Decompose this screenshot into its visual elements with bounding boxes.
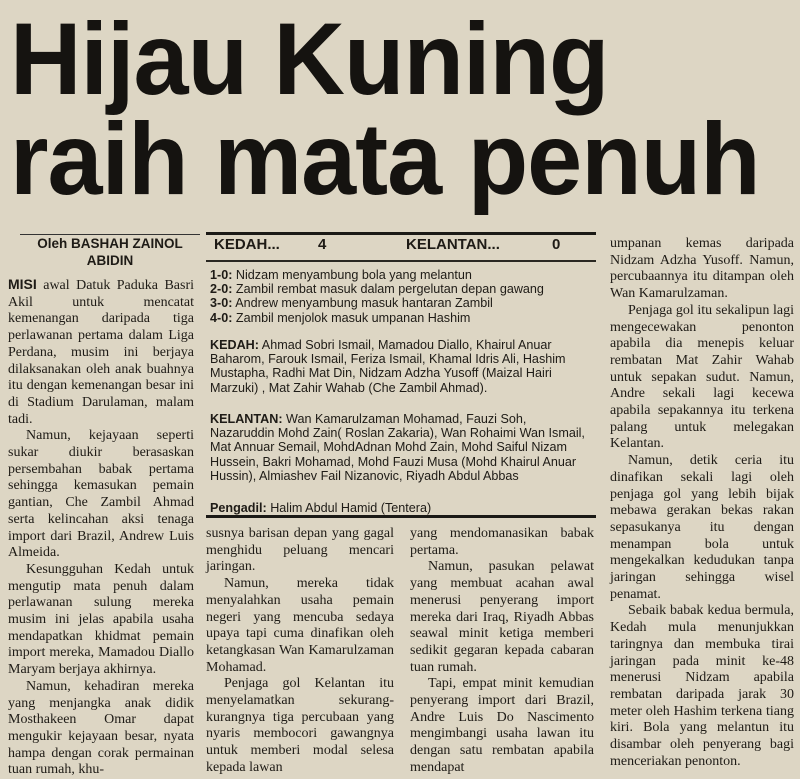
byline-line-1: Oleh BASHAH ZAINOL [37, 236, 183, 251]
paragraph: umpanan kemas daripada Nidzam Adzha Yusoff. Namun, percubaannya itu ditampan oleh Wan Kamarulzaman. [610, 236, 794, 302]
kelantan-lineup [210, 412, 592, 483]
headline-line-2: raih mata penuh [10, 102, 760, 216]
home-team: KEDAH... [214, 236, 280, 253]
lead-word: MISI [8, 276, 37, 292]
paragraph: Namun, detik ceria itu dinafikan sekali lagi oleh penjaga gol yang lebih bijak mebawa gerakan bekas rakan sepasukanya itu dengan menampan bola untuk mengekalkan kedudukan tanpa jaringan sehingga wisel penamat. [610, 453, 794, 602]
paragraph: Namun, mereka tidak menyalahkan usaha pemain negeri yang mencuba sedaya upaya tapi cuma dinafikan oleh ketangkasan Wan Kamarulzaman Mohamad. [206, 576, 394, 675]
paragraph: Namun, kehadiran mereka yang menjangka anak didik Mosthakeen Omar dapat mengukir kejayaan besar, nyata hampa dengan corak permainan tuan rumah, khu- [8, 678, 194, 778]
paragraph: Namun, pasukan pelawat yang membuat acahan awal menerusi penyerang import mereka dari Iraq, Riyadh Abbas seawal minit ketiga memberi sedikit gegaran kepada cabaran tuan rumah. [410, 559, 594, 675]
kedah-lineup [210, 338, 592, 395]
paragraph: susnya barisan depan yang gagal menghidu peluang mencari jaringan. [206, 526, 394, 575]
match-summary-box [206, 232, 596, 518]
goal-text: Zambil menjolok masuk umpanan Hashim [235, 310, 471, 325]
paragraph-text: awal Datuk Paduka Basri Akil untuk mencatat kemenangan daripada tiga perlawanan pertama dalam Liga Perdana, musim ini berjaya dilaksanakan oleh anak buahnya itu dengan kemenangan besar ini di Stadium Darulaman, malam tadi. [8, 278, 194, 427]
paragraph: Tapi, empat minit kemudian penyerang import dari Brazil, Andre Luis Do Nascimento mengimbangi usaha lawan itu dengan satu rembatan apabila mendapat [410, 676, 594, 775]
paragraph: Namun, kejayaan seperti sukar diukir berasaskan persembahan babak pertama sehingga kemasukan pemain gantian, Che Zambil Ahmad serta kelincahan aksi tenaga import dari Brazil, Andrew Luis Almeida. [8, 428, 194, 561]
goal-text: Andrew menyambung masuk hantaran Zambil [235, 296, 493, 311]
kelantan-label: KELANTAN: [210, 412, 283, 426]
paragraph: Kesungguhan Kedah untuk mengutip mata penuh dalam perlawanan sulung mereka musim ini jelas apabila usaha mendapatkan khidmat pemain import mereka, Mamadou Diallo Maryam berjaya akhirnya. [8, 561, 194, 678]
referee-label: Pengadil: [210, 501, 267, 515]
score-line [214, 238, 596, 258]
home-score: 4 [318, 236, 327, 253]
away-team: KELANTAN... [406, 236, 500, 253]
box-bottom-rule [206, 515, 596, 518]
paragraph: Sebaik babak kedua bermula, Kedah mula menunjukkan taringnya dan membuka tirai jaringan pada minit ke-48 menerusi Nidzam apabila rembatan daripada jarak 30 meter oleh Hashim terkena tiang kiri. Bola yang melantun itu disambar oleh penyerang bagi menceriakan penonton. [610, 603, 794, 769]
article-column-2 [206, 526, 394, 777]
goal-item [210, 268, 590, 282]
paragraph: yang mendomanasikan babak pertama. [410, 526, 594, 558]
byline [20, 234, 200, 269]
referee-name: Halim Abdul Hamid (Tentera) [270, 501, 432, 515]
goal-score: 1-0: [210, 268, 233, 282]
goal-text: Zambil rembat masuk dalam pergelutan depan gawang [235, 282, 544, 297]
paragraph: Penjaga gol Kelantan itu menyelamatkan sekurang-kurangnya tiga percubaan yang nyaris membocori gawangnya untuk memberi modal selesa kepada lawan [206, 676, 394, 775]
goal-item [210, 282, 590, 296]
goal-item [210, 296, 590, 310]
headline-line-1: Hijau Kuning [10, 2, 609, 116]
article-column-1 [8, 276, 194, 779]
away-score: 0 [552, 236, 561, 253]
box-top-rule [206, 232, 596, 235]
goal-item [210, 311, 590, 325]
box-mid-rule [206, 260, 596, 262]
paragraph: Penjaga gol itu sekalipun lagi mengecewakan penonton apabila dia menepis keluar rembatan Mat Zahir Wahab untuk sepakan sudut. Namun, Andre sekali lagi kecewa apabila sepakannya itu terkena palang untuk melegakan Kelantan. [610, 302, 794, 452]
paragraph [8, 276, 194, 428]
kedah-label: KEDAH: [210, 338, 259, 352]
referee-line [210, 501, 592, 515]
byline-line-2: ABIDIN [86, 253, 134, 268]
goal-list [210, 268, 590, 325]
article-column-4 [610, 236, 794, 771]
goal-score: 2-0: [210, 282, 233, 297]
kelantan-players: Wan Kamarulzaman Mohamad, Fauzi Soh, Nazaruddin Mohd Zain( Roslan Zakaria), Wan Rohaimi Wan Ismail, Mat Annuar Semail, MohdAdnan Mohd Zain, Mohd Saiful Nizam Hussein, Bakri Mohamad, Mohd Fauzi Musa (Mohd Khairul Anuar Hussin), Almiashev Fail Nizanovic, Riyadh Abdul Abbas [210, 412, 585, 483]
article-column-3 [410, 526, 594, 777]
goal-text: Nidzam menyambung bola yang melantun [235, 268, 472, 282]
kedah-players: Ahmad Sobri Ismail, Mamadou Diallo, Khairul Anuar Baharom, Farouk Ismail, Feriza Ismail, Khamal Idris Ali, Hashim Mustapha, Radhi Mat Din, Nidzam Adzha Yusoff (Maizal Hairi Marzuki) , Mat Zahir Wahab (Che Zambil Ahmad). [210, 338, 566, 395]
goal-score: 3-0: [210, 296, 233, 311]
goal-score: 4-0: [210, 310, 233, 325]
